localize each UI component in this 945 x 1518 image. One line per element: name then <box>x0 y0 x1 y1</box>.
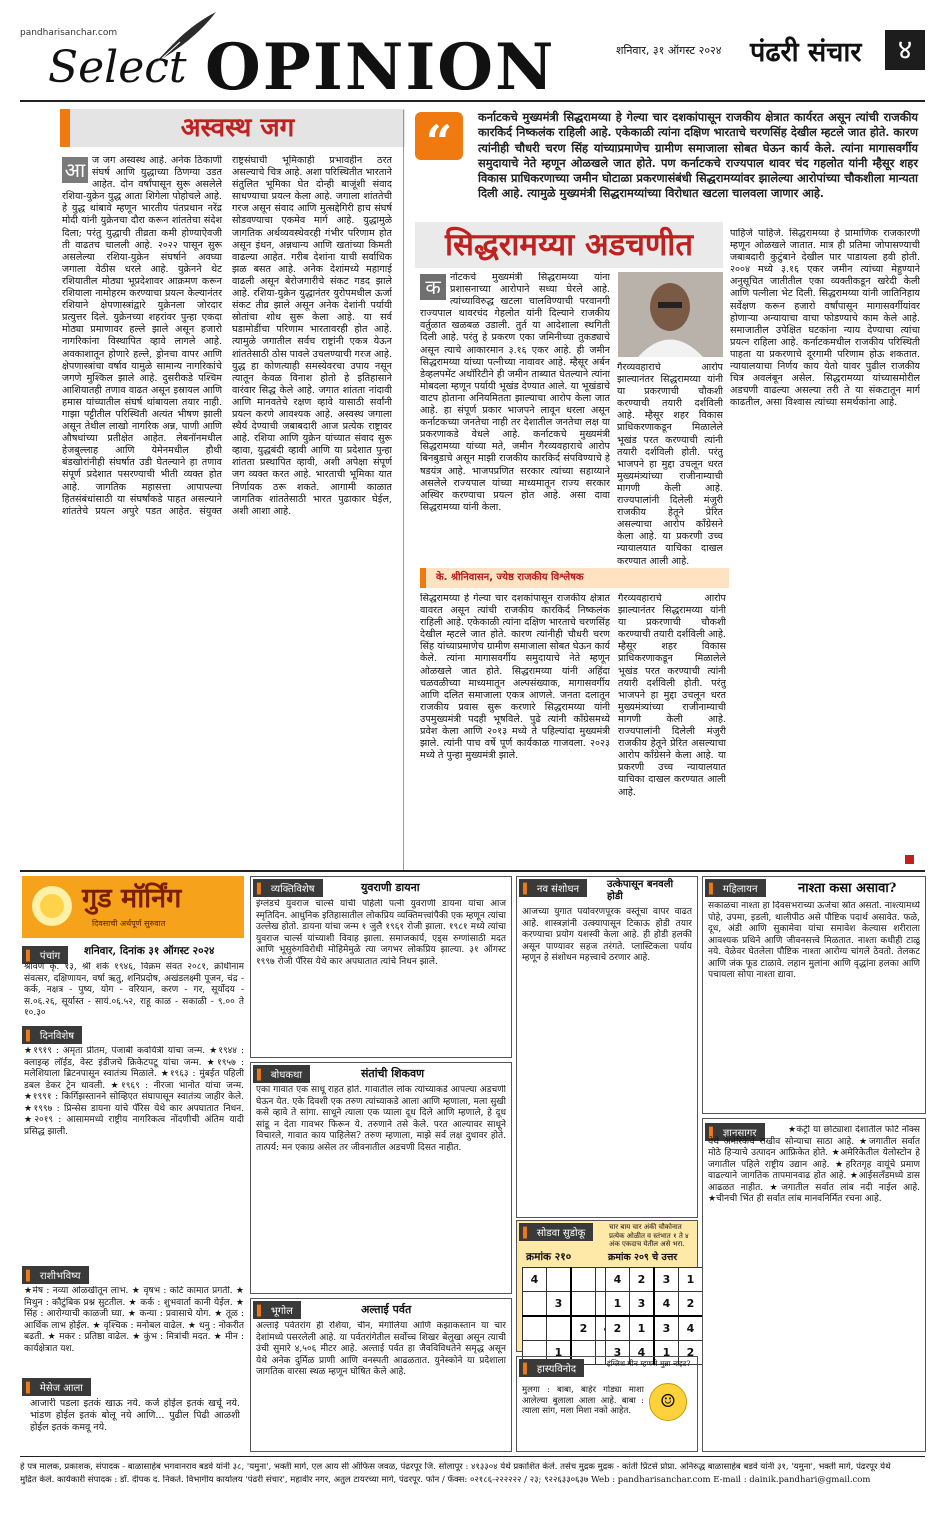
sudoku-cell: 2 <box>630 1268 655 1292</box>
hasya-text: मुलगा : बाबा, बाहेर गोड्या माशा आलेल्या बुलाला आला आहे. बाबा : त्याला सांग, मला मिशा नको आहेत. <box>522 1385 644 1416</box>
second-article-intro <box>420 272 610 587</box>
sudoku-cell[interactable]: 1 <box>547 1341 572 1365</box>
dinvishesh-tag <box>22 1026 82 1044</box>
footer-imprint-line2: मुद्रित केले. कार्यकारी संपादक : डॉ. दीपक द. निकते. विभागीय कार्यालय 'पंढरी संचार', महावीर नगर, अतुल टायरच्या मागे, पंढरपूर. फोन / फॅक्स: ०२१८६-२२२२२२ / २३; ९२२६३३०६३७ Web : pandharisanchar.com E-mail : dainik.pandhari@gmail.com <box>20 1475 871 1485</box>
issue-date: शनिवार, ३१ ऑगस्ट २०२४ <box>616 44 722 57</box>
opinion-word: OPINION <box>205 30 556 105</box>
vyaktivishesh-title: युवराणी डायना <box>361 881 420 894</box>
good-morning-banner <box>22 876 244 938</box>
bodhkatha-text: एका गावात एक साधू राहत होते. गावातील लोक त्यांच्याकडे आपल्या अडचणी घेऊन येत. एके दिवशी एक तरुण त्यांच्याकडे आला आणि म्हणाला, मला सुखी कसे व्हावे ते सांगा. साधूने त्याला एक प्याला दूध दिले आणि म्हणाले, हे दूध सांडू न देता गावभर फिरून ये. तरुणाने तसे केले. परत आल्यावर साधूने विचारले, गावात काय पाहिलेस? तरुण म्हणाला, माझे सर्व लक्ष दुधावर होते. तात्पर्य: मन एकाग्र असेल तर जीवनातील अडचणी दिसत नाहीत. <box>256 1085 506 1153</box>
dinvishesh-label: दिनविशेष <box>39 1031 75 1042</box>
second-article-body-2: गैरव्यवहाराचे आरोप झाल्यानंतर सिद्धरामय्या यांनी या प्रकरणाची चौकशी करण्याची तयारी दर्शविली आहे. म्हैसूर शहर विकास प्राधिकरणाकडून मिळालेले भूखंड परत करण्याची त्यांनी तयारी दर्शविली होती. परंतु भाजपने हा मुद्दा उचलून धरत मुख्यमंत्र्यांच्या राजीनाम्याची मागणी केली आहे. राज्यपालांनी दिलेली मंजुरी राजकीय हेतूने प्रेरित असल्याचा आरोप काँग्रेसने केला आहे. या प्रकरणी उच्च न्यायालयात याचिका दाखल करण्यात आली आहे. <box>618 593 726 798</box>
sudoku-cell: 2 <box>679 1341 703 1365</box>
sudoku-label: सोडवा सुडोकू <box>536 1228 586 1239</box>
rashi-tag <box>22 1266 89 1284</box>
quote-icon: “ <box>415 112 463 160</box>
bhugol-label: भूगोल <box>270 1306 293 1317</box>
nav-sanshodhan-tag <box>519 879 587 897</box>
panchang-text: श्रावण कृ. १३, श्री शके १९४६, विक्रम संवत २०८१, क्रोधीनाम संवत्सर, दक्षिणायन, वर्षा ऋतु, शनिप्रदोष, अखंडलक्ष्मी पूजन, चंद्र - कर्क, नक्षत्र - पुष्य, योग - वरियान, करण - गर, सूर्योदय - स.०६.२६, सूर्यास्त - सायं.०६.५२, राहू काळ - सकाळी - ९.०० ते १०.३० <box>24 962 244 1018</box>
sudoku-cell[interactable] <box>571 1268 596 1292</box>
sudoku-cell: 2 <box>679 1292 703 1317</box>
sudoku-solution-title: क्रमांक २०९ चे उत्तर <box>608 1252 678 1263</box>
message-text: आजारी पडला इतकं खाऊ नये. कर्ज होईल इतकं खर्चू नये. भांडण होईल इतकं बोलू नये आणि... पुढील पिढी आळशी होईल इतकं कमवू नये. <box>30 1398 240 1433</box>
brand-name: पंढरी संचार <box>750 37 862 68</box>
dnyansagar-text: ★कंट्री या छोट्याशा देशातील फोर्ट नॉक्स येथे अमेरिकेचे राखीव सोन्याचा साठा आहे. ★जगातील सर्वात मोठे हिऱ्याचे उत्पादन आफ्रिकेत होते. ★अमेरिकेतील येलोस्टोन हे जगातील पहिले राष्ट्रीय उद्यान आहे. ★हरितगृह वायूंचे प्रमाण वाढल्याने जागतिक तापमानवाढ होत आहे. ★आईसलँडमध्ये डास आढळत नाहीत. ★जगातील सर्वात लांब नदी नाईल आहे. ★चीनची भिंत ही सर्वात लांब मानवनिर्मित रचना आहे. <box>708 1125 920 1204</box>
byline-bar <box>420 568 729 588</box>
laughing-face-icon: ☺ <box>649 1383 687 1421</box>
sudoku-cell: 1 <box>679 1268 703 1292</box>
mahilayan-text: सकाळचा नाश्ता हा दिवसभराच्या ऊर्जेचा स्रोत असतो. नाश्त्यामध्ये पोहे, उपमा, इडली, थालीपीठ असे पौष्टिक पदार्थ असावेत. फळे, दूध, अंडी आणि सुकामेवा यांचा समावेश केल्यास शरीराला आवश्यक प्रथिने आणि जीवनसत्त्वे मिळतात. नाश्ता कधीही टाळू नये. वेळेवर घेतलेला पौष्टिक नाश्ता आरोग्य चांगले ठेवतो. तेलकट आणि जंक फूड टाळावे. लहान मुलांना आणि वृद्धांना हलका आणि पचायला सोपा नाश्ता द्यावा. <box>708 901 920 980</box>
sudoku-cell: 3 <box>630 1292 655 1317</box>
site-url[interactable]: pandharisanchar.com <box>20 28 118 38</box>
sudoku-cell: 4 <box>606 1268 630 1292</box>
bhugol-title: अल्ताई पर्वत <box>361 1303 412 1316</box>
sudoku-cell[interactable] <box>571 1292 596 1317</box>
nav-sanshodhan-box <box>516 876 698 1218</box>
lead-article-title: अस्वस्थ जग <box>180 113 295 143</box>
sudoku-cell[interactable]: 3 <box>547 1292 572 1317</box>
dnyansagar-label: ज्ञानसागर <box>722 1128 757 1139</box>
sudoku-cell: 3 <box>654 1268 679 1292</box>
message-tag <box>22 1378 91 1396</box>
sudoku-tag <box>519 1223 593 1241</box>
lead-article-body <box>62 155 392 865</box>
vyaktivishesh-tag <box>253 879 323 897</box>
sudoku-cell[interactable] <box>547 1316 572 1341</box>
sudoku-instructions: चार बाय चार अंकी चौकोनात प्रत्येक ओळीत व स्तंभात १ ते ४ अंक एकदाच येतील असे भरा. <box>609 1223 689 1248</box>
column-rule <box>403 110 404 870</box>
select-word: Select <box>48 42 187 93</box>
sudoku-cell: 4 <box>654 1292 679 1317</box>
rashi-label: राशीभविष्य <box>39 1271 81 1282</box>
panchang-date: शनिवार, दिनांक ३१ ऑगस्ट २०२४ <box>84 945 215 957</box>
dinvishesh-text: ★१९१९ : अमृता प्रीतम, पंजाबी कवयित्री यांचा जन्म. ★१९४४ : क्लाइव्ह लॉईड, वेस्ट इंडीजचे क्रिकेटपटू यांचा जन्म. ★१९५७ : मलेशियाला ब्रिटनपासून स्वातंत्र्य मिळाले. ★१९६३ : मुंबईत पहिली डबल डेकर ट्रेन धावली. ★१९६९ : नीरजा भानोत यांचा जन्म. ★१९९१ : किर्गिझस्तानने सोव्हिएत संघापासून स्वातंत्र्य जाहीर केले. ★१९९७ : प्रिन्सेस डायना यांचे पॅरिस येथे कार अपघातात निधन. ★२०१९ : आसाममध्ये राष्ट्रीय नागरिकत्व नोंदणीची अंतिम यादी प्रसिद्ध झाली. <box>24 1046 244 1137</box>
lead-title-box <box>60 109 405 147</box>
sudoku-cell: 4 <box>679 1316 703 1341</box>
bhugol-tag <box>253 1301 301 1319</box>
second-article-body: सिद्धरामय्या हे गेल्या चार दशकांपासून राजकीय क्षेत्रात वावरत असून त्यांची राजकीय कारकिर्द निष्कलंक राहिली आहे. एकेकाळी त्यांना दक्षिण भारताचे चरणसिंह देखील म्हटले जात होते. कारण त्यांनीही चौधरी चरण सिंह यांच्याप्रमाणेच ग्रामीण समाजाला सोबत घेऊन कार्य केले. त्यांना मागासवर्गीय समुदायाचे नेते म्हणून ओळखले जात होते. सिद्धरामय्या यांनी अहिंदा चळवळीच्या माध्यमातून अल्पसंख्याक, मागासवर्गीय आणि दलित समाजाला एकत्र आणले. जनता दलातून राजकीय प्रवास सुरू करणारे सिद्धरामय्या यांनी उपमुख्यमंत्री पदही भूषविले. पुढे त्यांनी काँग्रेसमध्ये प्रवेश केला आणि २०१३ मध्ये ते पहिल्यांदा मुख्यमंत्री झाले. त्यांनी पाच वर्षे पूर्ण कार्यकाळ गाजवला. २०२३ मध्ये ते पुन्हा मुख्यमंत्री झाले. <box>420 593 610 762</box>
mahilayan-tag <box>705 879 766 897</box>
panchang-label: पंचांग <box>39 951 61 962</box>
nav-sanshodhan-text: आजच्या युगात पर्यावरणपूरक वस्तूंचा वापर वाढत आहे. शास्त्रज्ञांनी उत्क्यापासून टिकाऊ होडी तयार करण्याचा प्रयोग यशस्वी केला आहे. ही होडी हलकी असून पाण्यावर सहज तरंगते. प्लास्टिकला पर्याय म्हणून हे संशोधन महत्त्वाचे ठरणार आहे. <box>522 907 692 963</box>
sudoku-cell: 2 <box>606 1316 630 1341</box>
page-number: ४ <box>885 30 925 70</box>
bodhkatha-box <box>250 1062 512 1294</box>
masthead-rule <box>20 100 925 102</box>
mahilayan-box <box>702 876 926 1114</box>
dnyansagar-box <box>702 1118 926 1452</box>
lead-article-text: ज जग अस्वस्थ आहे. अनेक ठिकाणी संघर्ष आणि युद्धाच्या ठिणग्या उडत आहेत. दोन वर्षांपासून सुरू असलेले रशिया-युक्रेन युद्ध आता शिगेला पोहोचले आहे. हे युद्ध थांबावे म्हणून भारतीय पंतप्रधान नरेंद्र मोदी यांनी युक्रेनचा दौरा करून शांततेचा संदेश दिला; परंतु युद्धाची तीव्रता कमी होण्याऐवजी ती वाढतच चालली आहे. २०२२ पासून सुरू असलेल्या रशिया-युक्रेन संघर्षाने अवघ्या जगाला वेठीस धरले आहे. युक्रेनने थेट रशियातील मोठ्या भूप्रदेशावर आक्रमण करून रशियाला नामोहरम करण्याचा प्रयत्न केल्यानंतर रशियाने क्षेपणास्त्रांद्वारे युक्रेनला जोरदार प्रत्युत्तर दिले. युक्रेनच्या शहरांवर पुन्हा एकदा मोठ्या प्रमाणावर हल्ले झाले असून हजारो नागरिकांना विस्थापित व्हावे लागले आहे. अवकाशातून होणारे हल्ले, ड्रोनचा वापर आणि क्षेपणास्त्रांचा वर्षाव यामुळे सामान्य नागरिकांचे जगणे मुश्किल झाले आहे. दुसरीकडे पश्चिम आशियातही तणाव वाढत असून इस्रायल आणि हमास यांच्यातील संघर्ष थांबायला तयार नाही. गाझा पट्टीतील परिस्थिती अत्यंत भीषण झाली असून तेथील लाखो नागरिक अन्न, पाणी आणि औषधांच्या प्रतीक्षेत आहेत. लेबनॉनमधील हेजबुल्लाह आणि येमेनमधील हौथी बंडखोरांनीही संघर्षात उडी घेतल्याने हा तणाव संपूर्ण प्रदेशात पसरण्याची भीती व्यक्त होत आहे. जागतिक महासत्ता आपापल्या हितसंबंधांसाठी या संघर्षांकडे पाहत असल्याने शांततेचे प्रयत्न अपुरे पडत आहेत. संयुक्त राष्ट्रसंघाची भूमिकाही प्रभावहीन ठरत असल्याचे चित्र आहे. अशा परिस्थितीत भारताने संतुलित भूमिका घेत दोन्ही बाजूंशी संवाद साधण्याचा प्रयत्न केला आहे. जगाला शांततेची गरज असून संवाद आणि मुत्सद्देगिरी हाच संघर्ष सोडवण्याचा एकमेव मार्ग आहे. युद्धामुळे जागतिक अर्थव्यवस्थेवरही गंभीर परिणाम होत असून इंधन, अन्नधान्य आणि खतांच्या किमती वाढल्या आहेत. गरीब देशांना याची सर्वाधिक झळ बसत आहे. अनेक देशांमध्ये महागाई वाढली असून बेरोजगारीचे संकट गडद झाले आहे. रशिया-युक्रेन युद्धानंतर युरोपमधील ऊर्जा संकट तीव्र झाले असून अनेक देशांनी पर्यायी स्रोतांचा शोध सुरू केला आहे. या सर्व घडामोडींचा परिणाम भारतावरही होत आहे. त्यामुळे जगातील सर्वच राष्ट्रांनी एकत्र येऊन शांततेसाठी ठोस पावले उचलण्याची गरज आहे. युद्ध हा कोणत्याही समस्येवरचा उपाय नसून त्यातून केवळ विनाश होतो हे इतिहासाने वारंवार सिद्ध केले आहे. जगात शांतता नांदावी आणि मानवतेचे रक्षण व्हावे यासाठी सर्वांनी प्रयत्न करणे आवश्यक आहे. अस्वस्थ जगाला स्थैर्य देण्याची जबाबदारी आज प्रत्येक राष्ट्रावर आहे. रशिया आणि युक्रेन यांच्यात संवाद सुरू व्हावा, युद्धबंदी व्हावी आणि या प्रदेशात पुन्हा शांतता प्रस्थापित व्हावी, अशी अपेक्षा संपूर्ण जग व्यक्त करत आहे. भारताची भूमिका यात निर्णायक ठरू शकते. आगामी काळात जागतिक शांततेसाठी भारत पुढाकार घेईल, अशी आशा आहे. <box>62 155 392 517</box>
sudoku-cell: 4 <box>630 1341 655 1365</box>
section-rule <box>20 870 925 872</box>
vyaktivishesh-box <box>250 876 512 1058</box>
quote-text: कर्नाटकचे मुख्यमंत्री सिद्धरामय्या हे गेल्या चार दशकांपासून राजकीय क्षेत्रात कार्यरत असून त्यांची राजकीय कारकिर्द निष्कलंक राहिली आहे. एकेकाळी त्यांना दक्षिण भारताचे चरणसिंह देखील म्हटले जात होते. कारण त्यांनीही चौधरी चरण सिंह यांच्याप्रमाणेच ग्रामीण समाजाला सोबत घेऊन कार्य केले. त्यांना मागासवर्गीय समुदायाचे नेते म्हणून ओळखले जात होते. पण कर्नाटकचे राज्यपाल थावर चंद गहलोत यांनी म्हैसूर शहर विकास प्राधिकरणाच्या जमीन घोटाळा प्रकरणासंबंधी सिद्धरामय्यांवर झालेल्या आरोपांच्या चौकशीला मान्यता दिली आहे. त्यामुळे मुख्यमंत्री सिद्धरामय्यांच्या विरोधात खटला चालवला जाणार आहे. <box>478 110 918 201</box>
second-article-right-col: पाहिजे पाहिजे. सिद्धरामय्या हे प्रामाणिक राजकारणी म्हणून ओळखले जातात. मात्र ही प्रतिमा जोपासण्याची जबाबदारी कुटुंबाने देखील पार पाडायला हवी होती. २००४ मध्ये ३.१६ एकर जमीन त्यांच्या मेहुण्याने अनुसूचित जातीतील एका व्यक्तीकडून खरेदी केली आणि पत्नीला भेट दिली. सिद्धरामय्या यांनी जातिनिहाय सर्वेक्षण करून हजारो वर्षांपासून मागासवर्गीयांवर होणाऱ्या अन्यायाचा वाचा फोडण्याचे काम केले आहे. समाजातील उपेक्षित घटकांना न्याय देण्याचा त्यांचा प्रयत्न राहिला आहे. कर्नाटकमधील राजकीय परिस्थिती पाहता या प्रकरणाचे दूरगामी परिणाम होऊ शकतात. न्यायालयाचा निर्णय काय येतो यावर पुढील राजकीय चित्र अवलंबून असेल. सिद्धरामय्या यांच्यासमोरील अडचणी वाढल्या असल्या तरी ते या संकटातून मार्ग काढतील, असा विश्वास त्यांच्या समर्थकांना आहे. <box>730 228 920 409</box>
sudoku-puzzle-title: क्रमांक २१० <box>526 1251 572 1263</box>
author-photo <box>618 272 723 357</box>
nav-sanshodhan-title: उत्केपासून बनवली होडी <box>607 879 674 902</box>
mahilayan-label: महिलायन <box>722 884 758 895</box>
byline-text: के. श्रीनिवासन, ज्येष्ठ राजकीय विश्लेषक <box>436 572 584 583</box>
second-dropcap: क <box>420 274 446 300</box>
bodhkatha-label: बोधकथा <box>270 1070 303 1081</box>
sudoku-solution-grid <box>605 1267 703 1365</box>
sudoku-cell[interactable] <box>547 1268 572 1292</box>
hasya-tag <box>519 1359 584 1377</box>
sudoku-cell[interactable]: 4 <box>523 1268 547 1292</box>
second-article-col2: गैरव्यवहाराचे आरोप झाल्यानंतर सिद्धरामय्या यांनी या प्रकरणाची चौकशी करण्याची तयारी दर्शविली आहे. म्हैसूर शहर विकास प्राधिकरणाकडून मिळालेले भूखंड परत करण्याची त्यांनी तयारी दर्शविली होती. परंतु भाजपने हा मुद्दा उचलून धरत मुख्यमंत्र्यांच्या राजीनाम्याची मागणी केली आहे. राज्यपालांनी दिलेली मंजुरी राजकीय हेतूने प्रेरित असल्याचा आरोप काँग्रेसने केला आहे. या प्रकरणी उच्च न्यायालयात याचिका दाखल करण्यात आली आहे. <box>617 362 723 567</box>
mahilayan-title: नाश्ता कसा असावा? <box>798 881 897 896</box>
second-intro-text: र्नाटकचे मुख्यमंत्री सिद्धरामय्या यांना प्रशासनाच्या आरोपाने सध्या घेरले आहे. त्यांच्याविरुद्ध खटला चालविण्याची परवानगी राज्यपाल थावरचंद गेहलोत यांनी दिल्याने राजकीय वर्तुळात खळबळ उडाली. तुर्त या आदेशाला स्थगिती दिली आहे. परंतु हे प्रकरण एका जमिनीच्या तुकड्याचे असून त्याचे आकारमान ३.१६ एकर आहे. ही जमीन सिद्धरामय्या यांच्या पत्नीच्या नावावर आहे. म्हैसूर अर्बन डेव्हलपमेंट अथॉरिटीने ही जमीन ताब्यात घेतल्याने त्यांना मोबदला म्हणून पर्यायी भूखंड देण्यात आले. या भूखंडाचे वाटप होताना अनियमितता झाल्याचा आरोप केला जात आहे. हा संपूर्ण प्रकार भाजपने लावून धरला असून कर्नाटकच्या जनतेचा नाही तर देशातील जनतेचा लक्ष या प्रकरणाकडे वेधले आहे. कर्नाटकचे मुख्यमंत्री सिद्धरामय्या यांच्या मते, जमीन गैरव्यवहाराचे आरोप बिनबुडाचे असून माझी राजकीय कारकिर्द संपविण्याचे हे षडयंत्र आहे. भाजपप्रणित सरकार त्यांच्या सहाय्याने असलेले राज्यपाल यांच्या माध्यमातून राज्य सरकार अस्थिर करण्याचा प्रयत्न होत आहे. असा दावा सिद्धरामय्या यांनी केला. <box>420 272 610 513</box>
hasya-label: हास्यविनोद <box>536 1364 577 1375</box>
sudoku-cell: 1 <box>606 1292 630 1317</box>
sudoku-cell: 3 <box>654 1316 679 1341</box>
nav-sanshodhan-label: नव संशोधन <box>536 884 580 895</box>
message-label: मेसेज आला <box>39 1383 83 1394</box>
vyaktivishesh-label: व्यक्तिविशेष <box>270 884 315 895</box>
footer-imprint-line1: हे पत्र मालक, प्रकाशक, संपादक - बाळासाहेब भगवानराव बडवे यांनी ३८, 'यमुना', भक्ती मार्ग, एल आय सी ऑफिस जवळ, पंढरपूर जि. सोलापूर : ४१३३०४ येथे प्रकाशित केले. तसेच मुद्रक मुद्रक - कांती प्रिंटर्स प्रोप्रा. अनिरुद्ध बाळासाहेब बडवे यांनी ३१, 'यमुना', भक्ती मार्ग, पंढरपूर येथे <box>20 1462 891 1472</box>
sudoku-cell: 1 <box>654 1341 679 1365</box>
good-morning-logo: गुड मॉर्निंग <box>82 883 182 914</box>
sudoku-cell: 1 <box>630 1316 655 1341</box>
footer-rule <box>20 1456 925 1457</box>
hasya-box <box>516 1356 698 1452</box>
bodhkatha-title: संतांची शिकवण <box>361 1067 425 1080</box>
lead-dropcap: आ <box>62 157 88 183</box>
sudoku-cell[interactable]: 2 <box>571 1316 596 1341</box>
vyaktivishesh-text: इंग्लंडचे युवराज चार्ल्स यांची पहिली पत्नी युवराणी डायना यांचा आज स्मृतिदिन. आधुनिक इतिहासातील लोकप्रिय व्यक्तिमत्त्वांपैकी एक म्हणून त्यांचा उल्लेख होतो. डायना यांचा जन्म १ जुलै १९६१ रोजी झाला. १९८१ मध्ये त्यांचा युवराज चार्ल्स यांच्याशी विवाह झाला. समाजकार्य, एड्स रुग्णांसाठी मदत आणि भूसुरुंगविरोधी मोहिमेमुळे त्या जगभर लोकप्रिय झाल्या. ३१ ऑगस्ट १९९७ रोजी पॅरिस येथे कार अपघातात त्यांचे निधन झाले. <box>256 899 506 967</box>
bodhkatha-tag <box>253 1065 310 1083</box>
end-marker <box>905 855 914 864</box>
bhugol-text: अल्ताई पर्वतरांग ही रशिया, चीन, मंगोलिया आणि कझाकस्तान या चार देशांमध्ये पसरलेली आहे. या पर्वतरांगेतील सर्वोच्च शिखर बेलुखा असून त्याची उंची सुमारे ४,५०६ मीटर आहे. अल्ताई पर्वत हा जैवविविधतेने समृद्ध असून येथे अनेक दुर्मिळ प्राणी आणि वनस्पती आढळतात. युनेस्कोने या प्रदेशाला जागतिक वारसा स्थळ म्हणून घोषित केले आहे. <box>256 1321 506 1377</box>
second-article-title: सिद्धरामय्या अडचणीत <box>444 227 694 263</box>
rashi-text: ★मेष : नव्या ओळखीतून लाभ. ★ वृषभ : कोर्ट कामात प्रगती. ★ मिथुन : कौटुंबिक प्रश्न सुटतील. ★ कर्क : शुभवार्ता कानी येईल. ★ सिंह : आरोग्याची काळजी घ्या. ★ कन्या : प्रवासाचे योग. ★ तूळ : आर्थिक लाभ होईल. ★ वृश्चिक : मनोबल वाढेल. ★ धनु : नोकरीत बढती. ★ मकर : प्रतिष्ठा वाढेल. ★ कुंभ : मित्रांची मदत. ★ मीन : कार्यक्षेत्रात यश. <box>24 1286 244 1354</box>
good-morning-tagline: दिवसाची अर्थपूर्ण सुरुवात <box>92 919 166 928</box>
sudoku-cell[interactable] <box>523 1292 547 1317</box>
sudoku-cell[interactable] <box>523 1316 547 1341</box>
second-title-box <box>415 222 723 268</box>
hasya-caption: इंग्लिश मीन म्हणजे मुन्ना नाइट? <box>607 1359 691 1368</box>
bhugol-box <box>250 1298 512 1452</box>
sudoku-cell: 3 <box>606 1341 630 1365</box>
